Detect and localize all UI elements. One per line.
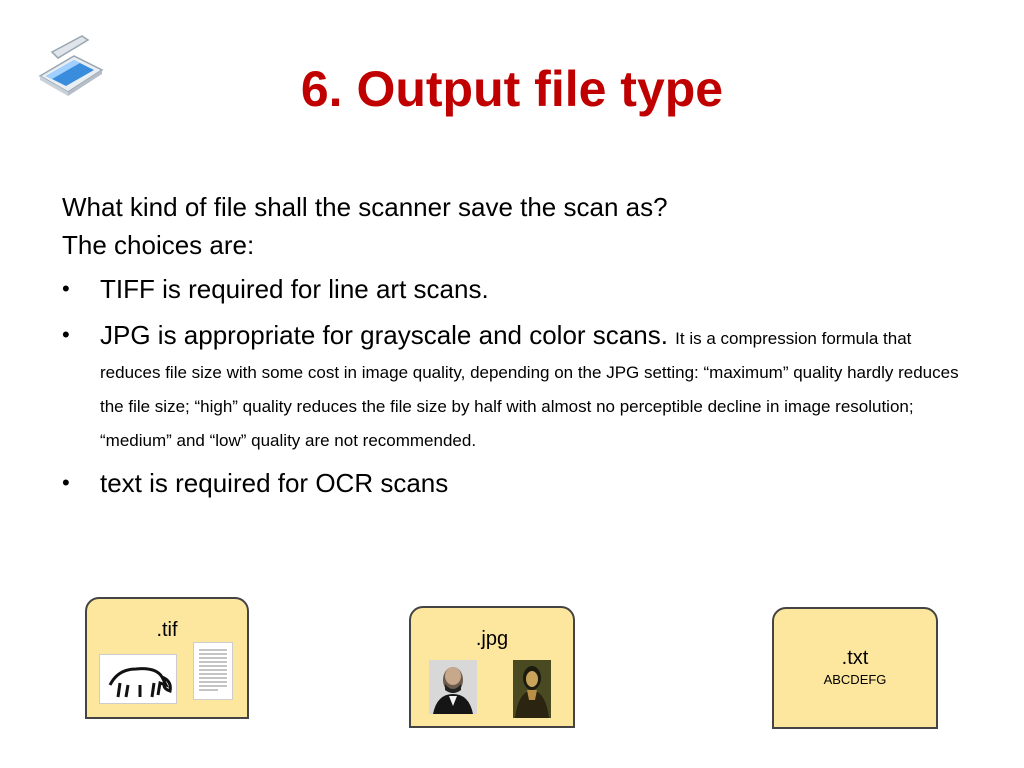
list-item [62,272,962,306]
lincoln-portrait-image [429,660,477,714]
bullet-glyph: • [62,322,70,347]
page-title: 6. Output file type [300,61,724,117]
bullet-main-text: JPG is appropriate for grayscale and color scans. [100,320,668,350]
bullet-glyph: • [62,470,70,495]
jpg-label: .jpg [475,628,509,650]
tif-label: .tif [156,619,178,641]
jpg-file-icon [409,606,575,728]
tif-file-icon [85,597,249,719]
list-item [62,466,962,500]
bullet-main-text: text is required for OCR scans [100,468,449,498]
bullet-glyph: • [62,276,70,301]
slide-body [62,188,962,512]
mammoth-skeleton-image [99,654,177,704]
txt-label: .txt [841,647,869,669]
txt-file-icon [772,607,938,729]
bullet-note-text: It is a compression formula that reduces file size with some cost in image quality, depending on the JPG setting: “maximum” quality hardly reduces the file size; “high” quality reduces the file size by half with almost no perceptible decline in image resolution; “medium” and “low” quality are not recommended. [100,329,959,450]
choices-list [62,272,962,500]
intro-question: What kind of file shall the scanner save the scan as? [62,192,668,222]
intro-choices: The choices are: [62,230,255,260]
txt-sample-text: ABCDEFG [823,672,887,687]
mona-lisa-image [513,660,551,718]
bullet-main-text: TIFF is required for line art scans. [100,274,489,304]
list-item [62,318,962,454]
document-page-image [193,642,233,700]
